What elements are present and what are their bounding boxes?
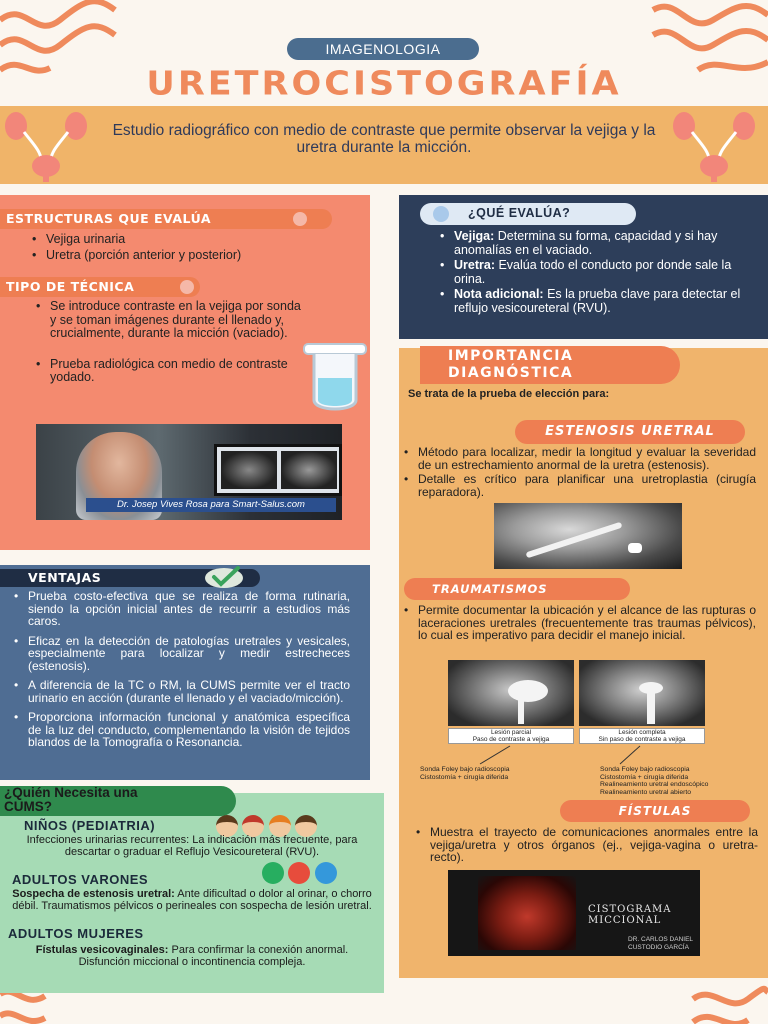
partial-injury-label: [448, 728, 574, 744]
urinary-tract-icon-left: [2, 110, 92, 182]
fistulas-list: [416, 826, 758, 866]
list-item: • Muestra el trayecto de comunicaciones anormales entre la vejiga/uretra y otros órganos (ej., vejiga-vagina o uretra-recto).: [416, 826, 758, 864]
structures-list: [32, 233, 292, 264]
list-item: • Prueba costo-efectiva que se realiza de forma rutinaria, siendo la opción inicial antes de recurrir a estudios más caros.: [14, 590, 350, 628]
doctor-video-thumbnail[interactable]: [36, 424, 342, 520]
note-line: Realineamiento uretral abierto: [600, 788, 692, 796]
video-title-line2: MICCIONAL: [588, 915, 662, 926]
stenosis-pill: ESTENOSIS URETRAL: [515, 420, 745, 444]
technique-heading-dot: [180, 280, 194, 294]
partial-injury-xray: [448, 660, 574, 726]
label-line: Lesión parcial: [490, 729, 532, 736]
importance-heading-line2: DIAGNÓSTICA: [448, 365, 574, 381]
advantages-list: [14, 590, 350, 751]
video-author-line1: DR. CARLOS DANIEL: [628, 936, 694, 943]
list-item: • Detalle es crítico para planificar una uretroplastia (cirugía reparadora).: [404, 473, 756, 498]
note-line: Cistostomía + cirugía diferida: [600, 773, 689, 781]
stenosis-list: [404, 446, 756, 500]
list-item: • A diferencia de la TC o RM, la CUMS permite ver el tracto urinario en acción (durante el llenado y el vaciado/micción).: [14, 679, 350, 704]
decorative-wave-bottom-right: [688, 984, 768, 1024]
note-line: Cistostomía + cirugía diferida: [420, 773, 509, 781]
who-needs-heading-line1: ¿Quién Necesita una: [4, 785, 138, 800]
photo-caption: Dr. Josep Vives Rosa para Smart-Salus.com: [86, 498, 336, 512]
list-item: • Proporciona información funcional y anatómica específica de la luz del conducto, complementando la visión de tejidos blandos de la Tomografía o Resonancia.: [14, 711, 350, 749]
label-line: Lesión completa: [618, 729, 666, 736]
urinary-system-render: [478, 876, 576, 950]
person-icon: [288, 862, 310, 884]
xray-monitor: [214, 444, 342, 496]
importance-subtitle: Se trata de la prueba de elección para:: [408, 388, 610, 400]
note-line: Realineamiento uretral endoscópico: [600, 781, 709, 788]
list-item: • Nota adicional: Es la prueba clave para detectar el reflujo vesicoureteral (RVU).: [440, 288, 745, 315]
what-evaluates-list: [440, 230, 745, 317]
stenosis-xray-image: [494, 503, 682, 569]
complete-injury-xray: [579, 660, 705, 726]
technique-list: [36, 300, 306, 387]
list-item: • Prueba radiológica con medio de contraste yodado.: [36, 358, 306, 385]
video-title: [588, 904, 672, 926]
list-item: • Vejiga urinaria: [32, 233, 292, 247]
test-tube-icon: [300, 340, 370, 416]
what-evaluates-dot: [433, 206, 449, 222]
person-icon: [315, 862, 337, 884]
list-item: • Uretra: Evalúa todo el conducto por donde sale la orina.: [440, 259, 745, 286]
list-item: • Eficaz en la detección de patologías uretrales y vesicales, especialmente para localizar y medir estrecheces (estenosis).: [14, 635, 350, 673]
women-text: Fístulas vesicovaginales: Para confirmar la conexión anormal. Disfunción miccional o incontinencia compleja.: [35, 944, 349, 968]
note-line: Sonda Foley bajo radioscopia: [420, 766, 510, 773]
label-line: Paso de contraste a vejiga: [472, 736, 550, 743]
label-line: Sin paso de contraste a vejiga: [598, 736, 686, 743]
intro-text: Estudio radiográfico con medio de contraste que permite observar la vejiga y la uretra durante la micción.: [112, 122, 656, 156]
importance-heading: [448, 348, 573, 382]
check-icon: [204, 565, 246, 589]
list-item: • Vejiga: Determina su forma, capacidad y si hay anomalías en el vaciado.: [440, 230, 745, 257]
person-icon: [262, 862, 284, 884]
fistulas-pill: FÍSTULAS: [560, 800, 750, 822]
women-title: ADULTOS MUJERES: [8, 926, 144, 941]
importance-heading-line1: IMPORTANCIA: [448, 348, 574, 364]
who-needs-heading-text: [4, 786, 138, 814]
list-item: • Método para localizar, medir la longitud y evaluar la severidad de un estrechamiento anormal de la uretra (estenosis).: [404, 446, 756, 471]
list-item: • Permite documentar la ubicación y el alcance de las rupturas o laceraciones uretrales (frecuentemente tras traumas pélvicos), lo cual es imperativo para decidir el manejo inicial.: [404, 604, 756, 642]
men-text: Sospecha de estenosis uretral: Ante dificultad o dolor al orinar, o chorro débil. Traumatismos pélvicos o perineales con sospecha de lesión uretral.: [12, 888, 372, 912]
trauma-pill: TRAUMATISMOS: [404, 578, 630, 600]
urinary-tract-icon-right: [670, 110, 760, 182]
flow-arrows: [440, 744, 720, 768]
trauma-list: [404, 604, 756, 644]
complete-injury-notes: [600, 766, 708, 796]
what-evaluates-heading: ¿QUÉ EVALÚA?: [468, 206, 571, 220]
video-author-line2: CUSTODIO GARCÍA: [628, 943, 689, 951]
list-item: • Se introduce contraste en la vejiga por sonda y se toman imágenes durante el llenado y, crucialmente, durante la micción (vaciado).: [36, 300, 306, 341]
kids-text: Infecciones urinarias recurrentes: La indicación más frecuente, para descartar o graduar el Reflujo Vesicoureteral (RVU).: [26, 834, 358, 858]
page-title: URETROCISTOGRAFÍA: [146, 65, 622, 103]
partial-injury-notes: [420, 766, 510, 781]
advantages-heading: VENTAJAS: [0, 569, 260, 587]
complete-injury-label: [579, 728, 705, 744]
people-illustration: [262, 862, 354, 890]
note-line: Sonda Foley bajo radioscopia: [600, 766, 690, 773]
men-title: ADULTOS VARONES: [12, 872, 149, 887]
list-item: • Uretra (porción anterior y posterior): [32, 249, 292, 263]
video-title-line1: CISTOGRAMA: [588, 904, 672, 915]
kids-title: NIÑOS (PEDIATRIA): [24, 818, 156, 833]
who-needs-heading-line2: CUMS?: [4, 799, 52, 814]
category-badge: IMAGENOLOGIA: [287, 38, 479, 60]
structures-heading: ESTRUCTURAS QUE EVALÚA: [0, 209, 332, 229]
video-author: [628, 936, 693, 951]
fistula-video-thumbnail[interactable]: [448, 870, 700, 956]
technique-heading: TIPO DE TÉCNICA: [0, 277, 200, 297]
structures-heading-dot: [293, 212, 307, 226]
